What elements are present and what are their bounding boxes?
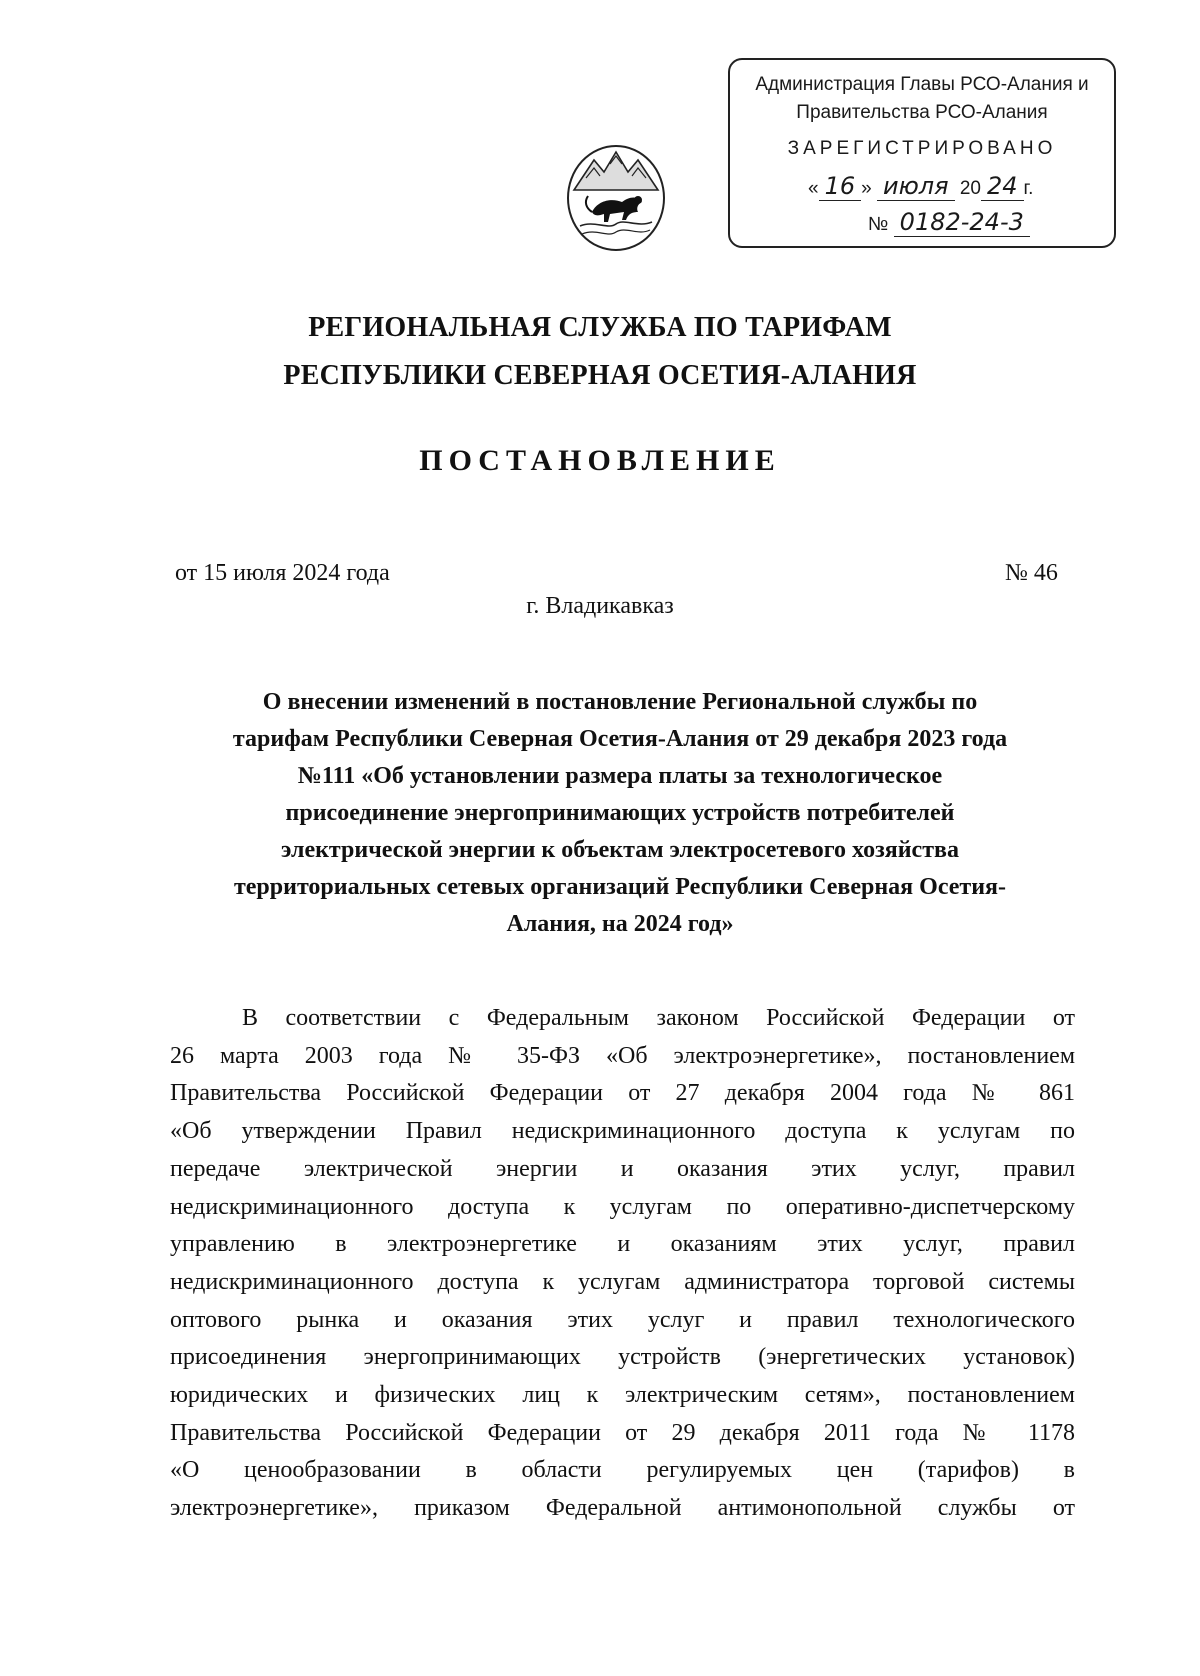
title-line: тарифам Республики Северная Осетия-Алания от 29 декабря 2023 года [232, 726, 1008, 752]
stamp-number-label: № [868, 214, 889, 235]
body-line: присоединения энергопринимающих устройств (энергетических установок) [170, 1344, 1075, 1371]
stamp-date-year-suffix: 24 [981, 172, 1024, 201]
registration-stamp [728, 58, 1116, 248]
stamp-date-year-mark: г. [1023, 178, 1034, 199]
stamp-date-open-quote: « [808, 178, 819, 199]
body-line: юридических и физических лиц к электрическим сетям», постановлением [170, 1382, 1075, 1409]
title-line: электрической энергии к объектам электросетевого хозяйства [281, 837, 959, 863]
body-line: «О ценообразовании в области регулируемых цен (тарифов) в [170, 1457, 1075, 1484]
title-line: О внесении изменений в постановление Региональной службы по [262, 689, 978, 715]
title-line: Алания, на 2024 год» [506, 911, 734, 937]
stamp-date-close-quote: » [861, 178, 872, 199]
stamp-line-government: Правительства РСО-Алания [796, 102, 1048, 123]
stamp-registered-label: ЗАРЕГИСТРИРОВАНО [787, 138, 1057, 159]
document-city: г. Владикавказ [526, 593, 674, 619]
title-line: территориальных сетевых организаций Республики Северная Осетия- [233, 874, 1007, 900]
stamp-number-value: 0182-24-3 [894, 208, 1030, 237]
body-line: 26 марта 2003 года № 35-ФЗ «Об электроэнергетике», постановлением [170, 1042, 1075, 1069]
title-line: присоединение энергопринимающих устройств потребителей [285, 800, 955, 826]
body-line: управлению в электроэнергетике и оказаниям этих услуг, правил [170, 1231, 1075, 1258]
body-line: «Об утверждении Правил недискриминационного доступа к услугам по [170, 1118, 1075, 1145]
stamp-number [868, 208, 1030, 236]
document-date: от 15 июля 2024 года [175, 560, 390, 586]
body-line: электроэнергетике», приказом Федеральной антимонопольной службы от [170, 1495, 1075, 1522]
body-line: недискриминационного доступа к услугам по оперативно-диспетчерскому [170, 1193, 1075, 1220]
stamp-date-year-prefix: 20 [959, 178, 981, 199]
org-name-line2: РЕСПУБЛИКИ СЕВЕРНАЯ ОСЕТИЯ-АЛАНИЯ [283, 360, 917, 391]
stamp-date-day: 16 [819, 172, 862, 201]
body-line: Правительства Российской Федерации от 29 декабря 2011 года № 1178 [170, 1419, 1075, 1446]
body-line: передаче электрической энергии и оказания этих услуг, правил [170, 1155, 1075, 1182]
body-line: недискриминационного доступа к услугам администратора торговой системы [170, 1268, 1075, 1295]
body-line: Правительства Российской Федерации от 27 декабря 2004 года № 861 [170, 1080, 1075, 1107]
org-name-line1: РЕГИОНАЛЬНАЯ СЛУЖБА ПО ТАРИФАМ [308, 312, 892, 343]
stamp-line-administration: Администрация Главы РСО-Алания и [755, 74, 1089, 95]
document-number: № 46 [1005, 560, 1058, 586]
stamp-date-month: июля [877, 172, 955, 201]
title-line: №111 «Об установлении размера платы за технологическое [297, 763, 943, 789]
body-paragraph [170, 1000, 1075, 1528]
stamp-date [808, 172, 1033, 200]
coat-of-arms-icon [564, 142, 668, 254]
document-type: ПОСТАНОВЛЕНИЕ [419, 444, 781, 477]
document-title [180, 684, 1060, 943]
body-line: В соответствии с Федеральным законом Российской Федерации от [242, 1005, 1075, 1031]
body-line: оптового рынка и оказания этих услуг и правил технологического [170, 1306, 1075, 1333]
